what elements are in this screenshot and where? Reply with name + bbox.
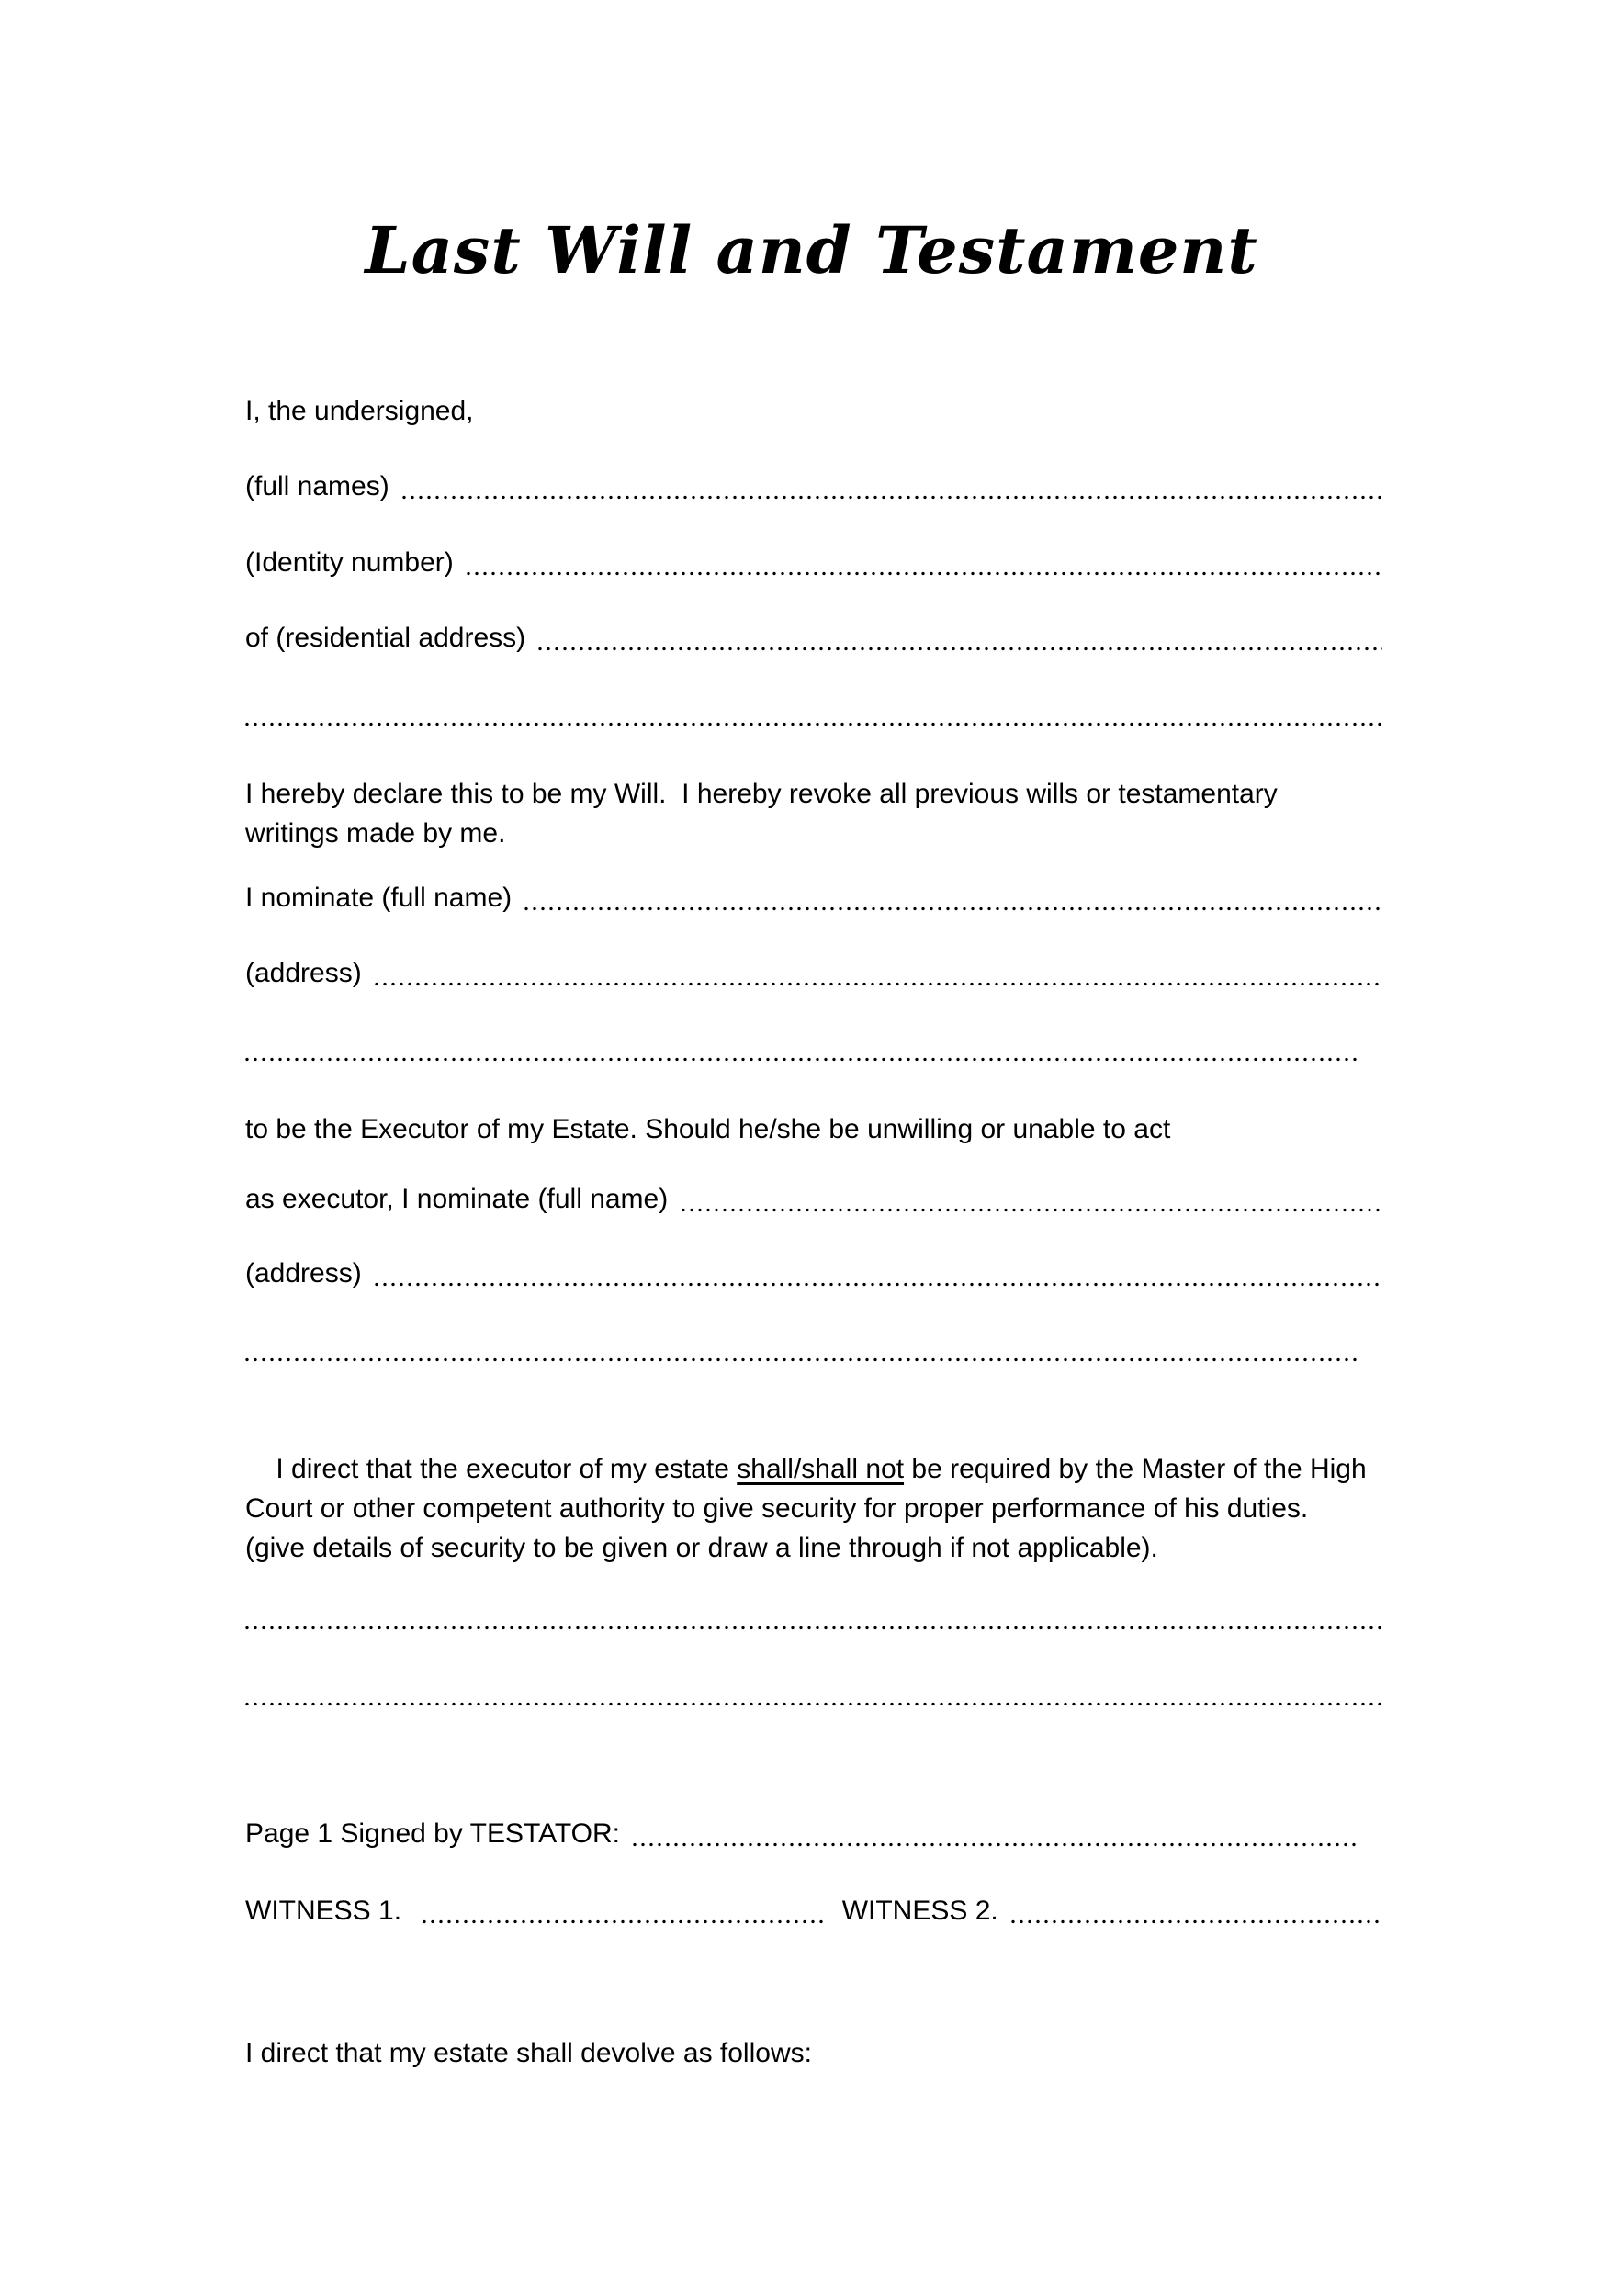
witness-2-label: WITNESS 2. <box>841 1896 1007 1926</box>
alternate-executor-name-blank-line <box>682 1208 1382 1212</box>
document-title: Last Will and Testament <box>365 212 1258 288</box>
identity-number-label: (Identity number) <box>245 547 462 578</box>
testator-signature-label: Page 1 Signed by TESTATOR: <box>245 1818 628 1849</box>
security-details-blank-line-1 <box>245 1626 1382 1630</box>
shall-shall-not-underlined: shall/shall not <box>737 1454 905 1484</box>
testator-signature-line <box>245 1819 1382 1851</box>
alternate-address-blank-line <box>375 1282 1382 1287</box>
intro-line <box>245 397 1382 428</box>
witness-2-signature-blank-line <box>1011 1919 1382 1924</box>
full-names-blank-line <box>402 495 1382 500</box>
executor-address-continuation-blank-line <box>245 1057 1359 1062</box>
executor-name-blank-line <box>524 906 1382 911</box>
nominate-executor-label: I nominate (full name) <box>245 883 520 913</box>
nominate-executor-line <box>245 884 1382 915</box>
executor-clause-line: to be the Executor of my Estate. Should he/she be unwilling or unable to act <box>245 1114 1171 1144</box>
witness-signature-line <box>245 1896 1382 1928</box>
security-details-line-2 <box>245 1679 1382 1710</box>
security-details-line-1 <box>245 1603 1382 1634</box>
residential-address-continuation-line <box>245 699 1382 730</box>
witness-1-signature-blank-line <box>423 1919 823 1924</box>
executor-address-line <box>245 959 1382 990</box>
full-names-line <box>245 472 1382 503</box>
alternate-address-continuation-line <box>245 1334 1382 1366</box>
executor-address-blank-line <box>375 982 1382 986</box>
security-clause-text-after: be required by the Master of the High Court or other competent authority to give security for proper performance of his duties. (give details of security to be given or draw a line through if not applicable). <box>245 1454 1375 1563</box>
estate-devolution-line: I direct that my estate shall devolve as follows: <box>245 2038 812 2068</box>
declaration-paragraph: I hereby declare this to be my Will. I hereby revoke all previous wills or testamentary writings made by me. <box>245 779 1286 849</box>
security-clause-text-before: I direct that the executor of my estate <box>276 1454 738 1484</box>
testator-signature-blank-line <box>633 1842 1359 1847</box>
identity-number-line <box>245 548 1382 580</box>
alternate-executor-label: as executor, I nominate (full name) <box>245 1184 676 1214</box>
executor-address-continuation-line <box>245 1034 1382 1065</box>
full-names-label: (full names) <box>245 471 398 501</box>
residential-address-continuation-blank-line <box>245 722 1382 726</box>
residential-address-line <box>245 624 1382 655</box>
alternate-executor-line <box>245 1185 1382 1216</box>
alternate-address-label: (address) <box>245 1258 370 1289</box>
residential-address-label: of (residential address) <box>245 623 534 653</box>
identity-number-blank-line <box>467 571 1382 576</box>
alternate-address-line <box>245 1259 1382 1290</box>
security-details-blank-line-2 <box>245 1702 1382 1706</box>
intro-text: I, the undersigned, <box>245 396 474 426</box>
residential-address-blank-line <box>538 647 1382 651</box>
security-clause-paragraph <box>245 1410 1375 1607</box>
alternate-address-continuation-blank-line <box>245 1357 1359 1362</box>
witness-1-label: WITNESS 1. <box>245 1896 417 1926</box>
executor-address-label: (address) <box>245 958 370 988</box>
